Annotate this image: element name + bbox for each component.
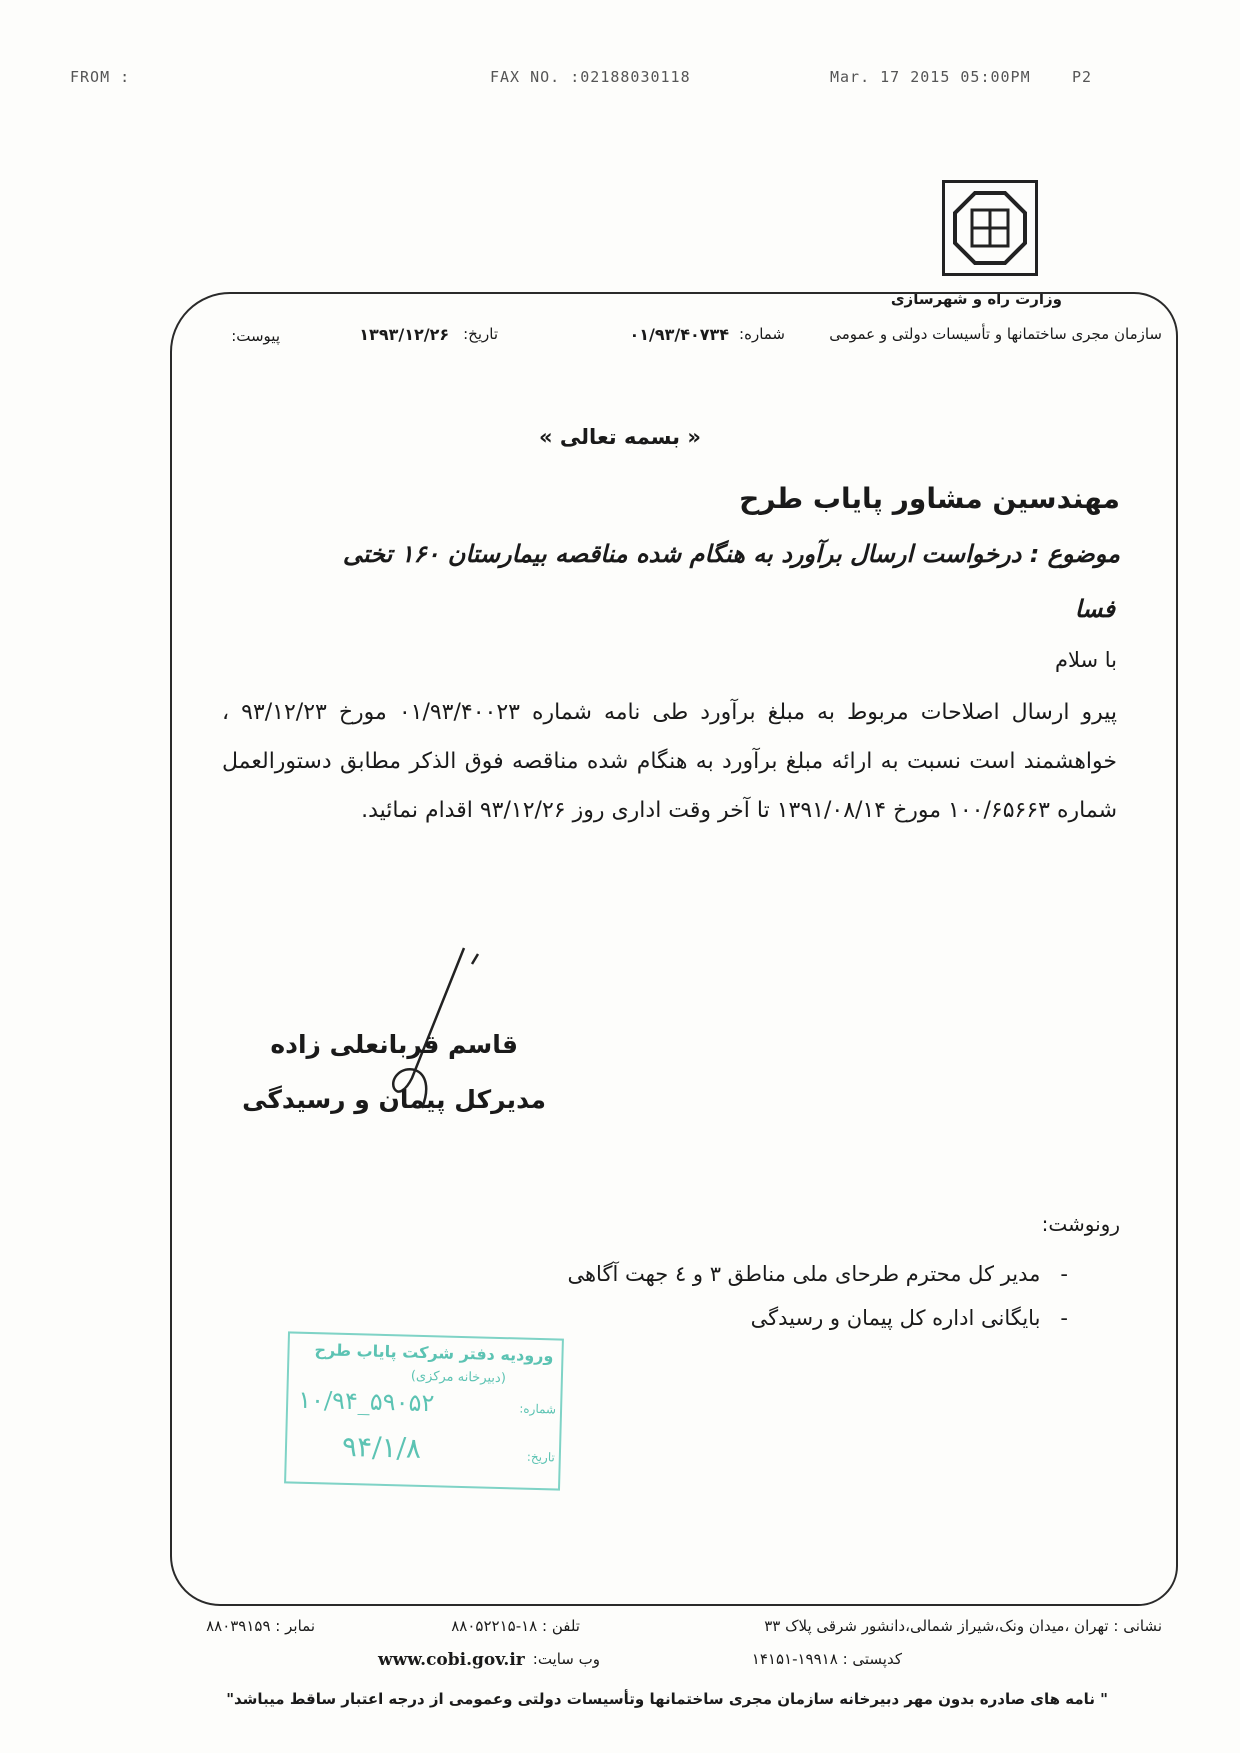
cc-item-text: مدیر کل محترم طرحای ملی مناطق ۳ و ٤ جهت آگاهی	[567, 1262, 1041, 1286]
subject-line-2: فسا	[1074, 595, 1115, 623]
stamp-company: ورودیه دفتر شرکت پایاب طرح	[314, 1340, 554, 1366]
stamp-number-value: ۱۰/۹۴_۵۹۰۵۲	[297, 1385, 435, 1418]
stamp-number-label: شماره:	[519, 1401, 557, 1417]
subject-line-1: موضوع : درخواست ارسال برآورد به هنگام شده مناقصه بیمارستان ۱۶۰ تختی	[342, 540, 1120, 568]
footer-phone: تلفن : ۱۸-۸۸۰۵۲۲۱۵	[451, 1617, 580, 1635]
letter-date-label: تاریخ:	[463, 325, 498, 343]
recipient: مهندسین مشاور پایاب طرح	[739, 482, 1120, 515]
letter-number-label: شماره:	[739, 325, 785, 343]
fax-datetime: Mar. 17 2015 05:00PM	[830, 68, 1031, 86]
cc-item	[751, 1306, 1068, 1330]
footer-disclaimer: " نامه های صادره بدون مهر دبیرخانه سازمان مجری ساختمانها وتأسیسات دولتی وعمومی از درجه اعتبار ساقط میباشد"	[226, 1690, 1108, 1708]
footer-website	[378, 1650, 600, 1670]
letter-date	[359, 325, 498, 344]
signatory-name: قاسم قربانعلی زاده	[270, 1030, 518, 1059]
footer-fax: نمابر : ۸۸۰۳۹۱۵۹	[206, 1617, 315, 1635]
footer-postal-code: کدپستی : ۱۹۹۱۸-۱۴۱۵۱	[751, 1650, 902, 1668]
letter-number	[629, 325, 785, 344]
letter-date-value: ۱۳۹۳/۱۲/۲۶	[359, 325, 450, 344]
ministry-name: وزارت راه و شهرسازی	[890, 290, 1062, 308]
attachment-label: پیوست:	[231, 327, 280, 345]
cc-item-text: بایگانی اداره کل پیمان و رسیدگی	[750, 1306, 1041, 1330]
footer-website-label: وب سایت:	[532, 1650, 600, 1668]
stamp-department: (دبیرخانه مرکزی)	[410, 1368, 507, 1387]
body-paragraph: پیرو ارسال اصلاحات مربوط به مبلغ برآورد طی نامه شماره ۰۱/۹۳/۴۰۰۲۳ مورخ ۹۳/۱۲/۲۳ ، خواهشمند است نسبت به ارائه مبلغ برآورد به هنگام شده مناقصه فوق الذکر مطابق دستورالعمل شماره ۱۰۰/۶۵۶۶۳ مورخ ۱۳۹۱/۰۸/۱۴ تا آخر وقت اداری روز ۹۳/۱۲/۲۶ اقدام نمائید.	[222, 700, 1118, 823]
cc-label: رونوشت:	[1041, 1212, 1120, 1236]
receipt-stamp	[284, 1331, 564, 1490]
signatory-title: مدیرکل پیمان و رسیدگی	[242, 1085, 546, 1114]
fax-number: FAX NO. :02188030118	[490, 68, 691, 86]
footer-address: نشانی : تهران ،میدان ونک،شیراز شمالی،دانشور شرقی پلاک ۳۳	[764, 1617, 1162, 1635]
stamp-date-label: تاریخ:	[526, 1449, 556, 1465]
footer-website-url[interactable]: www.cobi.gov.ir	[377, 1650, 525, 1670]
ministry-emblem-icon	[945, 183, 1035, 273]
letter-number-value: ۰۱/۹۳/۴۰۷۳۴	[629, 325, 730, 344]
stamp-date-value: ۹۴/۱/۸	[341, 1429, 422, 1465]
greeting: با سلام	[1054, 648, 1117, 672]
cc-item	[567, 1262, 1068, 1286]
cc-bullet: -	[1060, 1306, 1068, 1330]
agency-name: سازمان مجری ساختمانها و تأسیسات دولتی و عمومی	[829, 325, 1162, 343]
invocation: « بسمه تعالی »	[539, 425, 701, 449]
fax-page: P2	[1072, 68, 1093, 86]
cc-bullet: -	[1060, 1262, 1068, 1286]
ministry-logo	[942, 180, 1038, 276]
fax-from: FROM :	[70, 68, 131, 86]
